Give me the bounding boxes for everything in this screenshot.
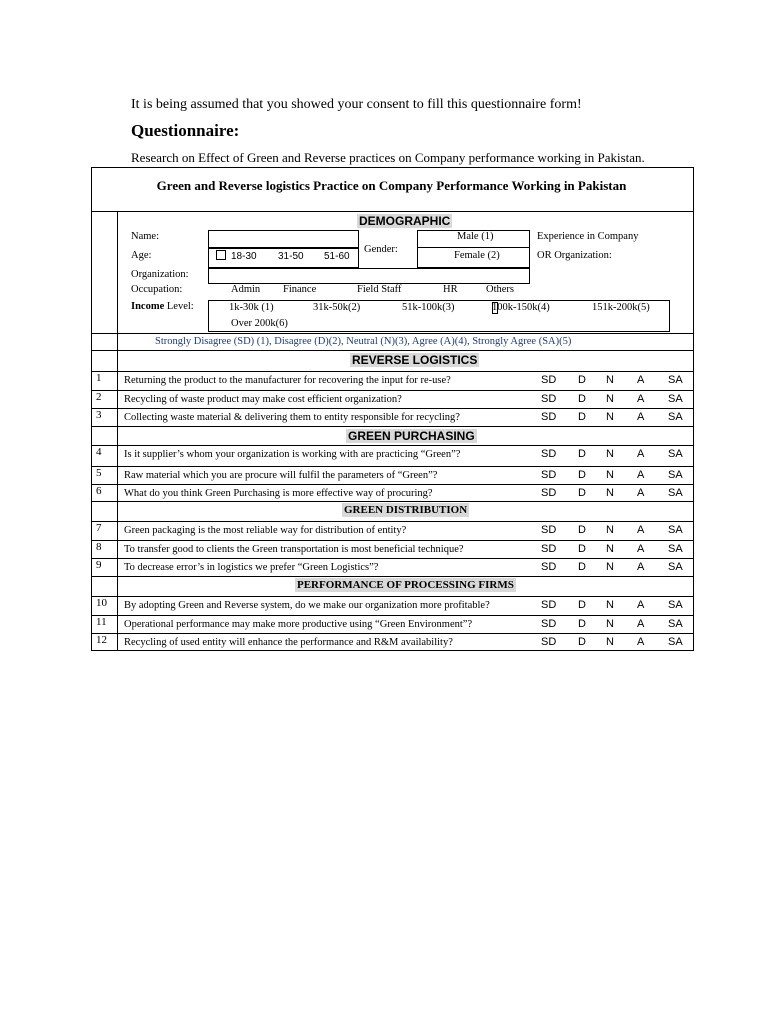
question-text: Green packaging is the most reliable way for distribution of entity? bbox=[124, 525, 407, 536]
gender-label: Gender: bbox=[364, 244, 398, 255]
table-divider bbox=[91, 558, 694, 559]
income-label-rest: Level: bbox=[164, 301, 194, 312]
question-number: 7 bbox=[96, 522, 102, 534]
number-column-divider bbox=[117, 211, 118, 651]
response-option-d[interactable]: D bbox=[578, 561, 586, 573]
response-option-sd[interactable]: SD bbox=[541, 374, 557, 386]
question-number: 11 bbox=[96, 616, 107, 628]
response-option-a[interactable]: A bbox=[637, 636, 645, 648]
table-divider bbox=[91, 211, 694, 212]
age-option[interactable]: 31-50 bbox=[278, 251, 304, 262]
occupation-option[interactable]: Others bbox=[486, 284, 514, 295]
response-option-n[interactable]: N bbox=[606, 469, 614, 481]
question-text: Operational performance may make more productive using “Green Environment”? bbox=[124, 619, 473, 630]
response-option-n[interactable]: N bbox=[606, 374, 614, 386]
question-text: By adopting Green and Reverse system, do we make our organization more profitable? bbox=[124, 600, 490, 611]
name-field[interactable] bbox=[208, 230, 359, 248]
response-option-n[interactable]: N bbox=[606, 411, 614, 423]
income-label-bold: Income bbox=[131, 301, 165, 312]
occupation-label: Occupation: bbox=[131, 284, 183, 295]
gender-option-male[interactable]: Male (1) bbox=[457, 231, 494, 242]
age-option[interactable]: 51-60 bbox=[324, 251, 350, 262]
table-divider bbox=[91, 408, 694, 409]
age-checkbox[interactable] bbox=[216, 250, 226, 260]
response-option-n[interactable]: N bbox=[606, 487, 614, 499]
table-divider bbox=[91, 445, 694, 446]
table-divider bbox=[91, 596, 694, 597]
question-text: What do you think Green Purchasing is more effective way of procuring? bbox=[124, 488, 433, 499]
response-option-sa[interactable]: SA bbox=[668, 618, 683, 630]
response-option-n[interactable]: N bbox=[606, 393, 614, 405]
question-text: Raw material which you are procure will fulfil the parameters of “Green”? bbox=[124, 470, 438, 481]
income-option[interactable]: 31k-50k(2) bbox=[313, 302, 361, 313]
question-text: Recycling of used entity will enhance the performance and R&M availability? bbox=[124, 637, 453, 648]
response-option-d[interactable]: D bbox=[578, 411, 586, 423]
occupation-option[interactable]: HR bbox=[443, 284, 458, 295]
consent-text: It is being assumed that you showed your consent to fill this questionnaire form! bbox=[131, 97, 582, 112]
response-option-a[interactable]: A bbox=[637, 393, 645, 405]
response-option-sd[interactable]: SD bbox=[541, 411, 557, 423]
response-option-a[interactable]: A bbox=[637, 618, 645, 630]
table-divider bbox=[91, 633, 694, 634]
response-option-d[interactable]: D bbox=[578, 636, 586, 648]
response-option-d[interactable]: D bbox=[578, 524, 586, 536]
response-option-d[interactable]: D bbox=[578, 374, 586, 386]
question-text: To transfer good to clients the Green transportation is most beneficial technique? bbox=[124, 544, 464, 555]
name-label: Name: bbox=[131, 231, 159, 242]
response-option-d[interactable]: D bbox=[578, 469, 586, 481]
response-option-sa[interactable]: SA bbox=[668, 469, 683, 481]
response-option-d[interactable]: D bbox=[578, 599, 586, 611]
question-number: 10 bbox=[96, 597, 107, 609]
response-option-a[interactable]: A bbox=[637, 487, 645, 499]
response-option-sd[interactable]: SD bbox=[541, 469, 557, 481]
table-divider bbox=[91, 350, 694, 351]
response-option-d[interactable]: D bbox=[578, 543, 586, 555]
question-number: 2 bbox=[96, 391, 102, 403]
response-option-n[interactable]: N bbox=[606, 618, 614, 630]
question-number: 9 bbox=[96, 559, 102, 571]
table-divider bbox=[91, 615, 694, 616]
response-option-sd[interactable]: SD bbox=[541, 599, 557, 611]
response-option-d[interactable]: D bbox=[578, 618, 586, 630]
question-text: Is it supplier’s whom your organization is working with are practicing “Green”? bbox=[124, 449, 461, 460]
section-title: REVERSE LOGISTICS bbox=[352, 353, 478, 367]
table-divider bbox=[91, 540, 694, 541]
table-divider bbox=[91, 501, 694, 502]
question-text: Recycling of waste product may make cost efficient organization? bbox=[124, 394, 402, 405]
scale-legend: Strongly Disagree (SD) (1), Disagree (D)(2), Neutral (N)(3), Agree (A)(4), Strongly Agree (SA)(5) bbox=[155, 336, 572, 347]
response-option-n[interactable]: N bbox=[606, 448, 614, 460]
response-option-n[interactable]: N bbox=[606, 636, 614, 648]
page-title: Questionnaire: bbox=[131, 121, 240, 140]
section-title: GREEN PURCHASING bbox=[348, 429, 475, 443]
response-option-n[interactable]: N bbox=[606, 543, 614, 555]
income-label bbox=[131, 301, 194, 312]
income-option[interactable]: 151k-200k(5) bbox=[592, 302, 650, 313]
table-divider bbox=[91, 484, 694, 485]
response-option-a[interactable]: A bbox=[637, 374, 645, 386]
response-option-sd[interactable]: SD bbox=[541, 561, 557, 573]
response-option-a[interactable]: A bbox=[637, 469, 645, 481]
response-option-sa[interactable]: SA bbox=[668, 599, 683, 611]
experience-label: Experience in Company bbox=[537, 231, 639, 242]
table-divider bbox=[91, 371, 694, 372]
table-divider bbox=[91, 521, 694, 522]
response-option-sd[interactable]: SD bbox=[541, 543, 557, 555]
response-option-sa[interactable]: SA bbox=[668, 524, 683, 536]
table-divider bbox=[91, 426, 694, 427]
table-divider bbox=[91, 576, 694, 577]
response-option-a[interactable]: A bbox=[637, 411, 645, 423]
response-option-a[interactable]: A bbox=[637, 599, 645, 611]
question-number: 4 bbox=[96, 446, 102, 458]
table-divider bbox=[91, 333, 694, 334]
question-number: 5 bbox=[96, 467, 102, 479]
response-option-sa[interactable]: SA bbox=[668, 393, 683, 405]
occupation-option[interactable]: Field Staff bbox=[357, 284, 402, 295]
response-option-a[interactable]: A bbox=[637, 448, 645, 460]
gender-option-female[interactable]: Female (2) bbox=[454, 250, 500, 261]
table-divider bbox=[91, 390, 694, 391]
response-option-sd[interactable]: SD bbox=[541, 524, 557, 536]
occupation-option[interactable]: Admin bbox=[231, 284, 261, 295]
table-title: Green and Reverse logistics Practice on Company Performance Working in Pakistan bbox=[156, 178, 627, 193]
response-option-sd[interactable]: SD bbox=[541, 618, 557, 630]
occupation-option[interactable]: Finance bbox=[283, 284, 317, 295]
question-text: Collecting waste material & delivering them to entity responsible for recycling? bbox=[124, 412, 460, 423]
response-option-d[interactable]: D bbox=[578, 393, 586, 405]
section-title: PERFORMANCE OF PROCESSING FIRMS bbox=[297, 579, 514, 591]
question-number: 12 bbox=[96, 634, 107, 646]
income-option[interactable]: Over 200k(6) bbox=[231, 318, 288, 329]
response-option-n[interactable]: N bbox=[606, 561, 614, 573]
response-option-n[interactable]: N bbox=[606, 599, 614, 611]
or-organization-label: OR Organization: bbox=[537, 250, 612, 261]
research-title: Research on Effect of Green and Reverse practices on Company performance working in Pakistan. bbox=[131, 150, 645, 165]
question-text: Returning the product to the manufacturer for recovering the input for re-use? bbox=[124, 375, 451, 386]
response-option-sd[interactable]: SD bbox=[541, 393, 557, 405]
income-option[interactable]: 1k-30k (1) bbox=[229, 302, 274, 313]
organization-field[interactable] bbox=[208, 268, 530, 284]
question-number: 1 bbox=[96, 372, 102, 384]
section-title: GREEN DISTRIBUTION bbox=[344, 504, 468, 516]
response-option-sa[interactable]: SA bbox=[668, 487, 683, 499]
table-divider bbox=[91, 466, 694, 467]
response-option-sa[interactable]: SA bbox=[668, 561, 683, 573]
question-text: To decrease error’s in logistics we prefer “Green Logistics”? bbox=[124, 562, 379, 573]
response-option-sa[interactable]: SA bbox=[668, 448, 683, 460]
organization-label: Organization: bbox=[131, 269, 189, 280]
question-number: 6 bbox=[96, 485, 102, 497]
response-option-sa[interactable]: SA bbox=[668, 411, 683, 423]
response-option-n[interactable]: N bbox=[606, 524, 614, 536]
response-option-sd[interactable]: SD bbox=[541, 487, 557, 499]
response-option-a[interactable]: A bbox=[637, 561, 645, 573]
response-option-d[interactable]: D bbox=[578, 487, 586, 499]
gender-divider bbox=[417, 247, 530, 248]
response-option-a[interactable]: A bbox=[637, 543, 645, 555]
response-option-sa[interactable]: SA bbox=[668, 636, 683, 648]
question-number: 8 bbox=[96, 541, 102, 553]
response-option-d[interactable]: D bbox=[578, 448, 586, 460]
income-option[interactable]: 51k-100k(3) bbox=[402, 302, 455, 313]
question-number: 3 bbox=[96, 409, 102, 421]
age-option[interactable]: 18-30 bbox=[231, 251, 257, 262]
section-title: DEMOGRAPHIC bbox=[359, 214, 451, 228]
income-option[interactable]: 100k-150k(4) bbox=[492, 302, 550, 313]
age-label: Age: bbox=[131, 250, 152, 261]
response-option-a[interactable]: A bbox=[637, 524, 645, 536]
response-option-sd[interactable]: SD bbox=[541, 448, 557, 460]
response-option-sd[interactable]: SD bbox=[541, 636, 557, 648]
response-option-sa[interactable]: SA bbox=[668, 374, 683, 386]
response-option-sa[interactable]: SA bbox=[668, 543, 683, 555]
